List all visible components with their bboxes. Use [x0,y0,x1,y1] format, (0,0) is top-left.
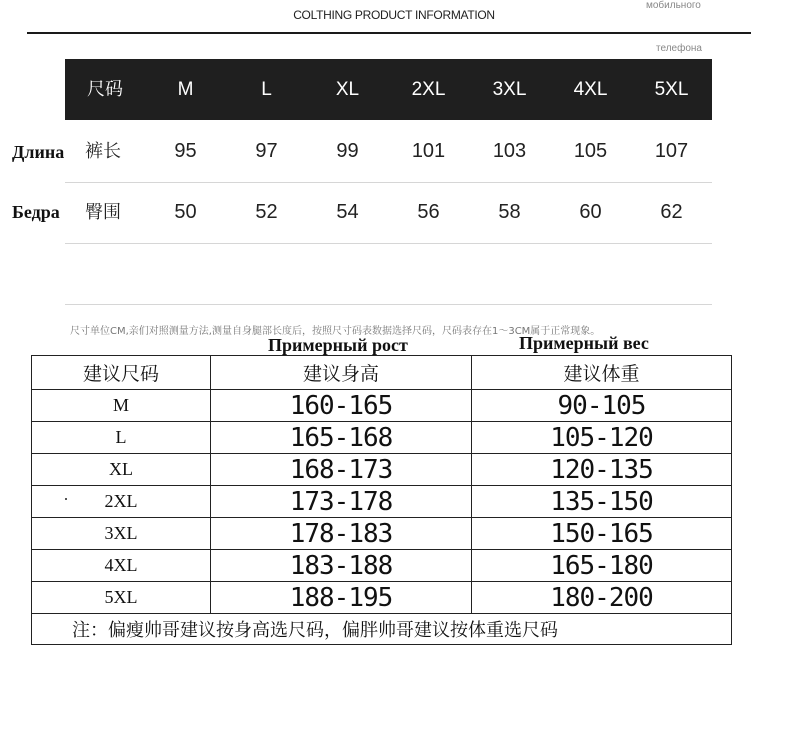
table-row [32,518,732,550]
header-cell-size: 建议尺码 [32,356,211,390]
header-cell-weight: 建议体重 [472,356,732,390]
weight-cell: 90-105 [472,390,732,422]
weight-cell: 165-180 [472,550,732,582]
height-cell: 168-173 [211,454,472,486]
row-divider [65,243,712,244]
row-label: 臀围 [85,202,121,223]
footnote: 注：偏瘦帅哥建议按身高选尺码，偏胖帅哥建议按体重选尺码 [32,614,732,645]
weight-cell: 120-135 [472,454,732,486]
table-cell: 60 [579,201,602,223]
table-cell: 99 [336,140,359,162]
weight-cell: 150-165 [472,518,732,550]
stray-dot [65,498,67,500]
header-cell-height: 建议身高 [211,356,472,390]
table-cell: 101 [411,140,446,162]
header-cell-3xl: 3XL [492,79,527,100]
table-cell: 52 [255,201,278,223]
ru-row-label-hips: Бедра [12,202,60,222]
table-cell: 58 [498,201,521,223]
header-cell-5xl: 5XL [654,79,689,100]
recommendation-table [31,355,732,645]
header-cell-2xl: 2XL [411,79,446,100]
header-cell-size: 尺码 [87,79,123,100]
table-row [32,582,732,614]
table-header-row [32,356,732,390]
header-cell-m: M [177,79,194,100]
size-cell: M [32,390,211,422]
table-row [32,486,732,518]
table-row [32,550,732,582]
table-row [65,182,712,243]
table-cell: 103 [492,140,527,162]
table-cell: 95 [174,140,197,162]
size-cell: XL [32,454,211,486]
weight-cell: 180-200 [472,582,732,614]
table-footer-row [32,614,732,645]
table-row [32,390,732,422]
measurement-note: 尺寸单位CM,亲们对照测量方法,测量自身腿部长度后，按照尺寸码表数据选择尺码，尺码表存在1～3CM属于正常现象。 [70,326,601,337]
height-cell: 165-168 [211,422,472,454]
table-row [32,454,732,486]
ru-caption-sub: телефона [656,43,702,54]
height-cell: 178-183 [211,518,472,550]
ru-caption-top: мобильного [646,0,701,11]
header-cell-xl: XL [335,79,360,100]
size-cell: 2XL [32,486,211,518]
ru-row-label-length: Длина [12,142,65,162]
table-cell: 50 [174,201,197,223]
table-row [32,422,732,454]
weight-cell: 105-120 [472,422,732,454]
table-cell: 62 [660,201,683,223]
table-cell: 54 [336,201,359,223]
table-row [65,121,712,182]
header-cell-4xl: 4XL [573,79,608,100]
size-cell: 4XL [32,550,211,582]
height-cell: 173-178 [211,486,472,518]
row-divider [65,304,712,305]
height-cell: 160-165 [211,390,472,422]
row-label: 裤长 [85,141,121,162]
table-cell: 105 [573,140,608,162]
ru-weight-title: Примерный вес [519,333,649,353]
size-cell: 5XL [32,582,211,614]
table-cell: 56 [417,201,440,223]
header-cell-l: L [261,79,272,100]
ru-height-title: Примерный рост [268,335,408,355]
size-cell: L [32,422,211,454]
top-divider [27,32,751,34]
size-cell: 3XL [32,518,211,550]
weight-cell: 135-150 [472,486,732,518]
page-title: COLTHING PRODUCT INFORMATION [293,8,495,22]
size-table-header [65,59,712,120]
table-cell: 107 [654,140,689,162]
height-cell: 183-188 [211,550,472,582]
table-cell: 97 [255,140,278,162]
height-cell: 188-195 [211,582,472,614]
